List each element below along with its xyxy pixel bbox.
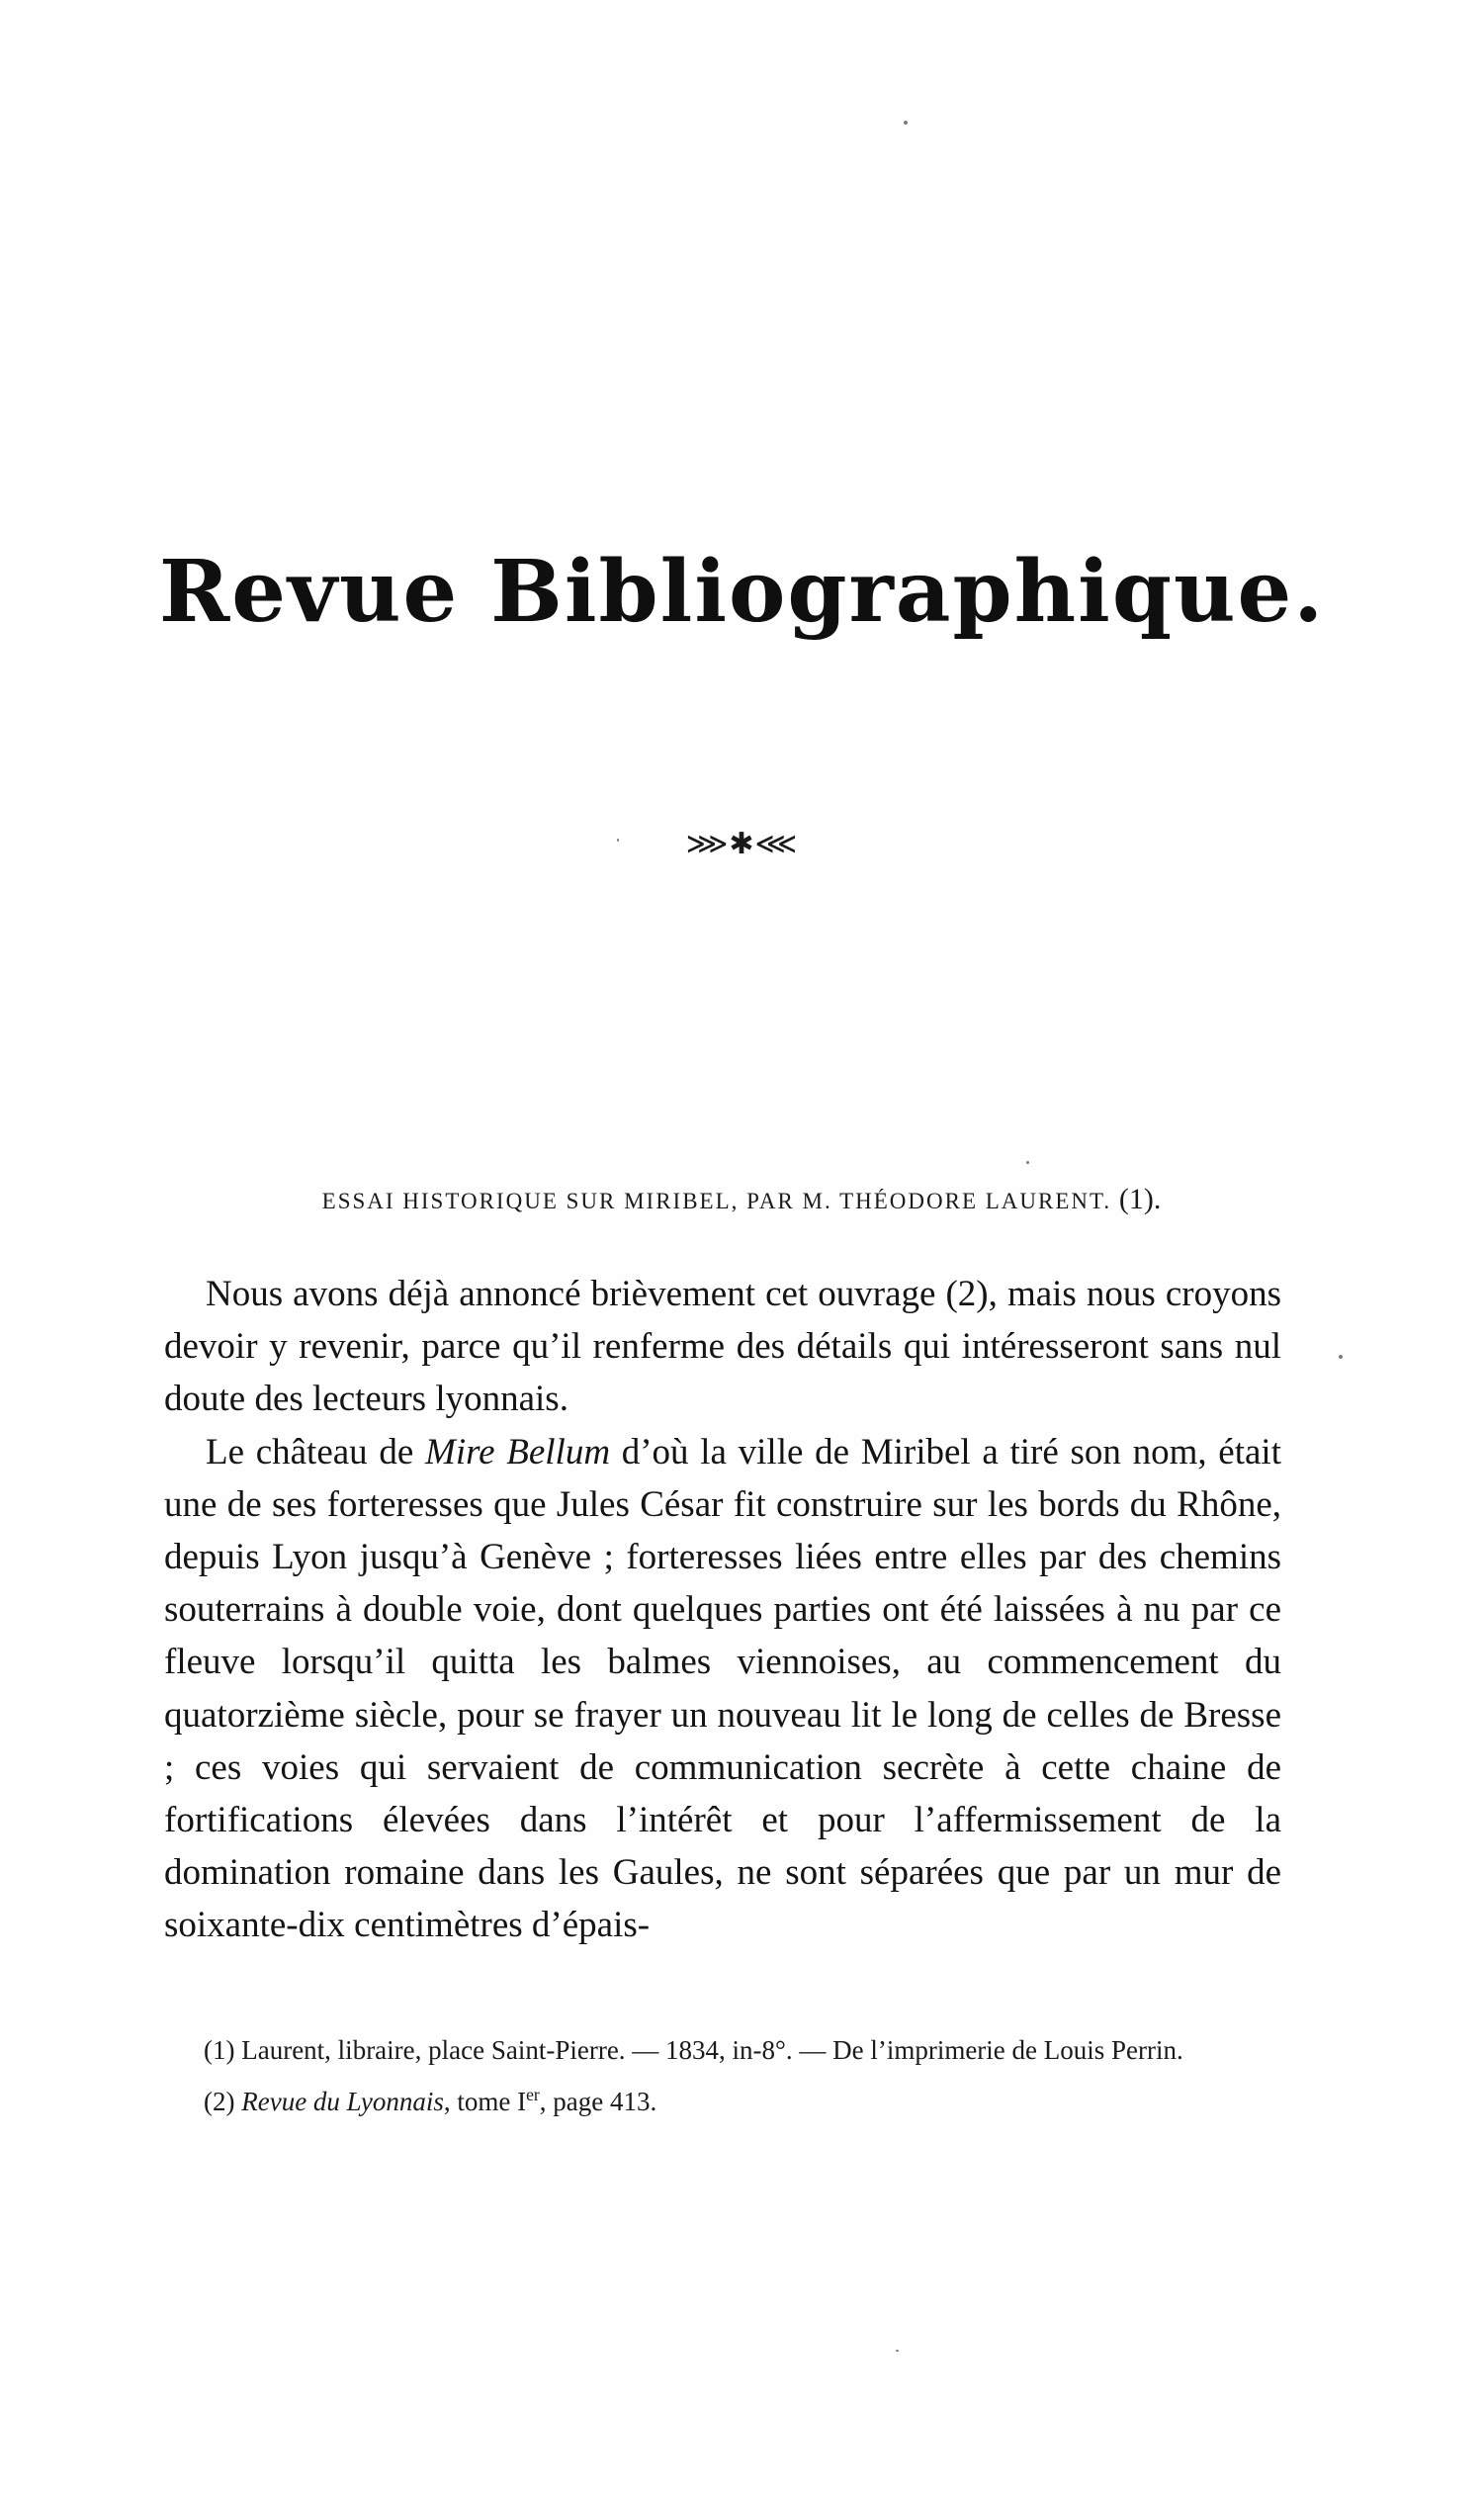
footnote-1: (1) Laurent, libraire, place Saint-Pierre. — 1834, in-8°. — De l’imprimerie de Louis Perrin. bbox=[204, 2035, 1183, 2065]
footnote-reference: (1). bbox=[1118, 1183, 1162, 1215]
paragraph-2-italic: Mire Bellum bbox=[425, 1431, 611, 1473]
article-heading bbox=[158, 1183, 1325, 1216]
page-title: Revue Bibliographique. bbox=[158, 542, 1326, 642]
scan-speck bbox=[1339, 1355, 1343, 1359]
scan-speck bbox=[904, 121, 908, 125]
paragraph-2-start: Le château de bbox=[206, 1431, 425, 1473]
footnote-2-superscript: er bbox=[526, 2085, 540, 2104]
footnote-2 bbox=[164, 2081, 1281, 2122]
article-heading-text: ESSAI HISTORIQUE SUR MIRIBEL, PAR M. THÉODORE LAURENT. bbox=[321, 1189, 1112, 1213]
scan-speck bbox=[896, 2350, 899, 2352]
fleuron-ornament-icon: ⋙✱⋘ bbox=[685, 827, 799, 861]
footnote-2-marker: (2) bbox=[204, 2087, 242, 2116]
footnote-2-page: , page 413. bbox=[539, 2087, 657, 2116]
footnote-2-journal: Revue du Lyonnais bbox=[241, 2087, 444, 2116]
footnotes bbox=[164, 2029, 1281, 2132]
article-body bbox=[164, 1268, 1281, 1952]
paragraph-1: Nous avons déjà annoncé brièvement cet ouvrage (2), mais nous croyons devoir y revenir, parce qu’il renferme des détails qui intéresseront sans nul doute des lecteurs lyonnais. bbox=[164, 1274, 1281, 1420]
paragraph-2-rest: d’où la ville de Miribel a tiré son nom, était une de ses forteresses que Jules César fit construire sur les bords du Rhône, depuis Lyon jusqu’à Genève ; forteresses liées entre elles par des chemins souterrains à double voie, dont quelques parties ont été laissées à nu par ce fleuve lorsqu’il quitta les balmes viennoises, au commencement du quatorzième siècle, pour se frayer un nouveau lit le long de celles de Bresse ; ces voies qui servaient de communication secrète à cette chaine de fortifications élevées dans l’intérêt et pour l’affermissement de la domination romaine dans les Gaules, ne sont séparées que par un mur de soixante-dix centimètres d’épais- bbox=[164, 1431, 1281, 1946]
paragraph-2 bbox=[164, 1426, 1281, 1952]
scan-speck bbox=[617, 839, 619, 842]
scan-speck bbox=[1026, 1161, 1029, 1164]
footnote-2-volume: , tome I bbox=[443, 2087, 527, 2116]
